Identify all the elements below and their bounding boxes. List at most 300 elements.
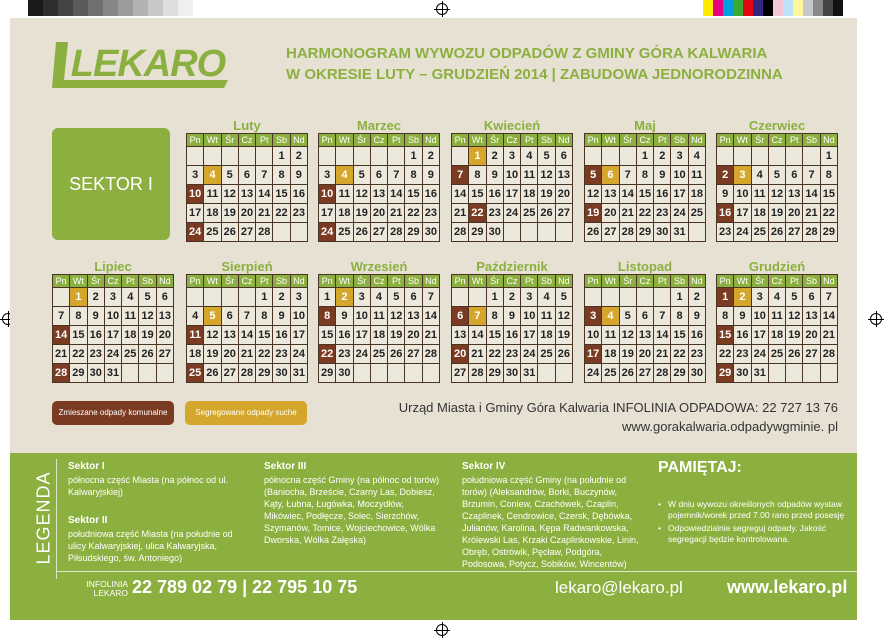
weekday-header: Nd: [422, 134, 439, 147]
weekday-header: Śr: [221, 275, 238, 288]
calendar-day: 24: [585, 364, 602, 383]
calendar-day: 21: [256, 204, 273, 223]
weekday-header: Śr: [751, 275, 768, 288]
month-name: Maj: [634, 118, 656, 133]
calendar-day: 24: [734, 223, 751, 242]
calendar-day: 1: [273, 147, 290, 166]
month-calendar: [716, 260, 838, 383]
calendar-day: 18: [370, 326, 387, 345]
calendar-empty-cell: [820, 364, 837, 383]
sektor-1-info: Sektor I północna część Miasta (na północ od ul. Kalwaryjskiej): [68, 461, 229, 497]
weekday-header: Pn: [585, 275, 602, 288]
calendar-day: 30: [734, 364, 751, 383]
footer-phones[interactable]: 22 789 02 79 | 22 795 10 75: [132, 577, 358, 597]
calendar-empty-cell: [273, 223, 290, 242]
weekday-header: Wt: [469, 275, 486, 288]
calendar-empty-cell: [585, 288, 602, 307]
calendar-day: 16: [503, 326, 520, 345]
calendar-day: 4: [538, 288, 555, 307]
calendar-empty-cell: [585, 147, 602, 166]
calendar-empty-cell: [156, 364, 173, 383]
calendar-day: 12: [538, 166, 555, 185]
calendar-empty-cell: [388, 364, 405, 383]
calendar-day: 10: [187, 185, 204, 204]
calendar-day: 5: [619, 307, 636, 326]
calendar-day: 16: [734, 326, 751, 345]
month-name: Czerwiec: [748, 118, 806, 133]
calendar-day: 15: [717, 326, 734, 345]
calendar-day: 15: [820, 185, 837, 204]
calendar-day: 26: [353, 223, 370, 242]
month-calendar: [716, 119, 838, 242]
calendar-day: 20: [786, 204, 803, 223]
calendar-day: 15: [469, 185, 486, 204]
calendar-day: 14: [654, 326, 671, 345]
calendar-day: 5: [585, 166, 602, 185]
calendar-day: 21: [238, 345, 255, 364]
calendar-day: 2: [486, 147, 503, 166]
weekday-header: Pt: [122, 275, 139, 288]
calendar-day: 23: [273, 345, 290, 364]
calendar-empty-cell: [503, 223, 520, 242]
calendar-day: 23: [486, 204, 503, 223]
weekday-header: Wt: [602, 275, 619, 288]
calendar-day: 21: [452, 204, 469, 223]
calendar-day: 2: [654, 147, 671, 166]
calendar-day: 29: [319, 364, 336, 383]
weekday-header: Śr: [353, 275, 370, 288]
calendar-empty-cell: [521, 223, 538, 242]
calendar-empty-cell: [619, 288, 636, 307]
calendar-day: 2: [717, 166, 734, 185]
calendar-day: 4: [370, 288, 387, 307]
weekday-header: Wt: [734, 134, 751, 147]
calendar-day: 29: [671, 364, 688, 383]
calendar-day: 10: [353, 307, 370, 326]
calendar-day: 11: [688, 166, 705, 185]
calendar-day: 25: [602, 364, 619, 383]
calendar-day: 6: [452, 307, 469, 326]
calendar-day: 10: [290, 307, 307, 326]
calendar-day: 22: [273, 204, 290, 223]
weekday-header: Cz: [238, 134, 255, 147]
calendar-day: 22: [820, 204, 837, 223]
calendar-day: 29: [486, 364, 503, 383]
calendar-day: 30: [654, 223, 671, 242]
calendar-day: 23: [336, 345, 353, 364]
calendar-day: 16: [336, 326, 353, 345]
calendar-day: 6: [602, 166, 619, 185]
month-calendar: [451, 260, 573, 383]
calendar-day: 29: [469, 223, 486, 242]
calendar-day: 25: [538, 345, 555, 364]
calendar-day: 21: [803, 204, 820, 223]
month-calendar: [451, 119, 573, 242]
calendar-empty-cell: [734, 147, 751, 166]
calendar-day: 15: [405, 185, 422, 204]
calendar-empty-cell: [619, 147, 636, 166]
calendar-day: 2: [290, 147, 307, 166]
calendar-day: 12: [619, 326, 636, 345]
calendar-day: 20: [555, 185, 572, 204]
calendar-day: 11: [204, 185, 221, 204]
calendar-day: 28: [238, 364, 255, 383]
calendar-day: 7: [422, 288, 439, 307]
footer-email[interactable]: lekaro@lekaro.pl: [555, 578, 683, 597]
weekday-header: Nd: [820, 275, 837, 288]
legend-divider-horizontal: [56, 571, 857, 572]
calendar-empty-cell: [803, 364, 820, 383]
calendar-day: 10: [104, 307, 121, 326]
calendar-day: 22: [469, 204, 486, 223]
calendar-day: 15: [70, 326, 87, 345]
calendar-day: 20: [803, 326, 820, 345]
calendar-day: 7: [820, 288, 837, 307]
calendar-day: 12: [585, 185, 602, 204]
calendar-day: 20: [221, 345, 238, 364]
calendar-day: 3: [353, 288, 370, 307]
calendar-day: 15: [319, 326, 336, 345]
calendar-day: 27: [803, 345, 820, 364]
calendar-day: 14: [820, 307, 837, 326]
calendar-day: 1: [486, 288, 503, 307]
calendar-day: 1: [469, 147, 486, 166]
calendar-empty-cell: [469, 288, 486, 307]
calendar-day: 10: [734, 185, 751, 204]
calendar-day: 4: [751, 166, 768, 185]
weekday-header: Śr: [221, 134, 238, 147]
calendar-day: 17: [319, 204, 336, 223]
calendar-day: 8: [469, 166, 486, 185]
calendar-day: 25: [688, 204, 705, 223]
legend-segregated-waste: Segregowane odpady suche: [185, 401, 307, 425]
calendar-day: 30: [486, 223, 503, 242]
footer-website[interactable]: www.lekaro.pl: [727, 577, 848, 597]
calendar-empty-cell: [53, 288, 70, 307]
calendar-day: 2: [336, 288, 353, 307]
calendar-day: 12: [221, 185, 238, 204]
calendar-empty-cell: [786, 147, 803, 166]
legend-divider-vertical: [56, 459, 57, 579]
weekday-header: Śr: [353, 134, 370, 147]
calendar-day: 21: [469, 345, 486, 364]
calendar-day: 19: [204, 345, 221, 364]
month-name: Luty: [233, 118, 261, 133]
calendar-day: 2: [273, 288, 290, 307]
weekday-header: Nd: [156, 275, 173, 288]
calendar-day: 20: [156, 326, 173, 345]
calendar-day: 8: [319, 307, 336, 326]
calendar-empty-cell: [422, 364, 439, 383]
calendar-day: 3: [671, 147, 688, 166]
calendar-day: 6: [238, 166, 255, 185]
calendar-day: 10: [751, 307, 768, 326]
calendar-day: 15: [636, 185, 653, 204]
calendar-day: 8: [70, 307, 87, 326]
calendar-day: 1: [256, 288, 273, 307]
calendar-day: 23: [717, 223, 734, 242]
calendar-day: 5: [204, 307, 221, 326]
calendar-day: 20: [370, 204, 387, 223]
calendar-day: 8: [273, 166, 290, 185]
calendar-day: 8: [671, 307, 688, 326]
calendar-day: 7: [388, 166, 405, 185]
calendar-day: 27: [221, 364, 238, 383]
weekday-header: Pn: [717, 134, 734, 147]
month-name: Kwiecień: [483, 118, 541, 133]
calendar-empty-cell: [353, 364, 370, 383]
calendar-day: 8: [820, 166, 837, 185]
calendar-day: 22: [256, 345, 273, 364]
sektor-2-info: Sektor II południowa część Miasta (na południe od ulicy Kalwaryjskiej, ulica Kalwaryjska, Piłsudskiego, św. Antoniego): [68, 515, 233, 563]
weekday-header: Pn: [319, 275, 336, 288]
infolinia-url[interactable]: www.gorakalwaria.odpadywgminie. pl: [621, 419, 838, 434]
calendar-day: 28: [803, 223, 820, 242]
calendar-day: 8: [256, 307, 273, 326]
calendar-day: 11: [538, 307, 555, 326]
calendar-day: 17: [503, 185, 520, 204]
calendar-day: 21: [820, 326, 837, 345]
calendar-day: 29: [636, 223, 653, 242]
calendar-day: 6: [803, 288, 820, 307]
weekday-header: Nd: [422, 275, 439, 288]
calendar-day: 8: [636, 166, 653, 185]
weekday-header: Nd: [820, 134, 837, 147]
calendar-empty-cell: [654, 288, 671, 307]
calendar-day: 21: [619, 204, 636, 223]
calendar-day: 19: [619, 345, 636, 364]
calendar-day: 2: [422, 147, 439, 166]
calendar-day: 6: [786, 166, 803, 185]
weekday-header: Wt: [204, 134, 221, 147]
calendar-day: 5: [221, 166, 238, 185]
calendar-day: 23: [654, 204, 671, 223]
calendar-empty-cell: [388, 147, 405, 166]
calendar-day: 11: [521, 166, 538, 185]
calendar-day: 6: [636, 307, 653, 326]
weekday-header: Wt: [602, 134, 619, 147]
calendar-day: 17: [187, 204, 204, 223]
calendar-day: 13: [452, 326, 469, 345]
calendar-day: 23: [734, 345, 751, 364]
calendar-day: 22: [636, 204, 653, 223]
calendar-day: 23: [688, 345, 705, 364]
calendar-day: 19: [585, 204, 602, 223]
calendar-day: 17: [290, 326, 307, 345]
calendar-day: 26: [768, 223, 785, 242]
calendar-day: 27: [786, 223, 803, 242]
calendar-day: 29: [70, 364, 87, 383]
calendar-day: 25: [768, 345, 785, 364]
calendar-day: 27: [452, 364, 469, 383]
calendar-day: 18: [336, 204, 353, 223]
calendar-day: 1: [717, 288, 734, 307]
calendar-day: 20: [636, 345, 653, 364]
calendar-day: 26: [585, 223, 602, 242]
weekday-header: Pt: [388, 134, 405, 147]
calendar-day: 3: [290, 288, 307, 307]
calendar-day: 3: [585, 307, 602, 326]
calendar-day: 14: [388, 185, 405, 204]
weekday-header: Pt: [256, 134, 273, 147]
calendar-day: 28: [422, 345, 439, 364]
calendar-day: 1: [820, 147, 837, 166]
weekday-header: Wt: [336, 134, 353, 147]
calendar-day: 27: [555, 204, 572, 223]
weekday-header: Pt: [654, 275, 671, 288]
calendar-empty-cell: [353, 147, 370, 166]
calendar-empty-cell: [688, 223, 705, 242]
calendar-day: 2: [734, 288, 751, 307]
calendar-day: 4: [204, 166, 221, 185]
calendar-day: 26: [555, 345, 572, 364]
calendar-day: 25: [187, 364, 204, 383]
calendar-day: 4: [187, 307, 204, 326]
calendar-empty-cell: [290, 223, 307, 242]
calendar-day: 20: [452, 345, 469, 364]
weekday-header: Sb: [803, 134, 820, 147]
calendar-empty-cell: [221, 147, 238, 166]
calendar-day: 24: [671, 204, 688, 223]
month-calendar: [186, 260, 308, 383]
calendar-day: 16: [654, 185, 671, 204]
calendar-day: 5: [388, 288, 405, 307]
calendar-empty-cell: [602, 288, 619, 307]
calendar-day: 27: [370, 223, 387, 242]
calendar-day: 14: [452, 185, 469, 204]
calendar-day: 12: [139, 307, 156, 326]
calendar-day: 11: [336, 185, 353, 204]
calendar-day: 24: [521, 345, 538, 364]
weekday-header: Pt: [786, 275, 803, 288]
calendar-day: 27: [602, 223, 619, 242]
legenda-heading: LEGENDA: [33, 471, 54, 565]
calendar-empty-cell: [370, 147, 387, 166]
logo-text: LEKARO: [70, 43, 226, 85]
calendar-day: 26: [221, 223, 238, 242]
title-line-1: HARMONOGRAM WYWOZU ODPADÓW Z GMINY GÓRA KALWARIA: [286, 45, 768, 62]
calendar-day: 21: [53, 345, 70, 364]
calendar-day: 9: [654, 166, 671, 185]
calendar-day: 25: [122, 345, 139, 364]
pamietaj-list: [658, 499, 858, 547]
calendar-day: 7: [619, 166, 636, 185]
calendar-day: 11: [187, 326, 204, 345]
calendar-day: 21: [422, 326, 439, 345]
calendar-day: 27: [156, 345, 173, 364]
weekday-header: Cz: [503, 275, 520, 288]
calendar-day: 16: [688, 326, 705, 345]
calendar-day: 9: [273, 307, 290, 326]
calendar-day: 10: [585, 326, 602, 345]
calendar-empty-cell: [256, 147, 273, 166]
weekday-header: Śr: [751, 134, 768, 147]
calendar-day: 5: [353, 166, 370, 185]
calendar-day: 16: [290, 185, 307, 204]
calendar-day: 19: [139, 326, 156, 345]
month-name: Marzec: [356, 118, 402, 133]
calendar-day: 18: [204, 204, 221, 223]
calendar-day: 4: [336, 166, 353, 185]
calendar-day: 10: [521, 307, 538, 326]
calendar-day: 3: [734, 166, 751, 185]
calendar-day: 7: [469, 307, 486, 326]
calendar-day: 14: [256, 185, 273, 204]
calendar-day: 16: [486, 185, 503, 204]
title-line-2: W OKRESIE LUTY – GRUDZIEŃ 2014 | ZABUDOWA JEDNORODZINNA: [286, 66, 783, 83]
calendar-day: 3: [751, 288, 768, 307]
weekday-header: Cz: [503, 134, 520, 147]
weekday-header: Nd: [688, 134, 705, 147]
calendar-day: 26: [538, 204, 555, 223]
calendar-day: 30: [688, 364, 705, 383]
calendar-day: 5: [786, 288, 803, 307]
calendar-empty-cell: [636, 288, 653, 307]
weekday-header: Pt: [521, 275, 538, 288]
weekday-header: Śr: [619, 275, 636, 288]
calendar-empty-cell: [555, 364, 572, 383]
calendar-empty-cell: [717, 147, 734, 166]
sektor-3-info: Sektor III północna część Gminy (na północ od torów) (Baniocha, Brzeście, Czarny Las, Dobiesz, Kąty, Łubna, Ługówka, Moczydłów, Mikówiec, Podłęcze, Solec, Sierzchów, Szymanów, Tomice, Wojciechowice, Wólka Dworska, Wólka Załęska): [264, 461, 440, 545]
calendar-day: 8: [486, 307, 503, 326]
calendar-empty-cell: [538, 364, 555, 383]
calendar-day: 19: [768, 204, 785, 223]
calendar-day: 21: [654, 345, 671, 364]
calendar-empty-cell: [139, 364, 156, 383]
calendar-day: 22: [486, 345, 503, 364]
calendar-day: 22: [671, 345, 688, 364]
legend-mixed-waste: Zmieszane odpady komunalne: [52, 401, 174, 425]
calendar-day: 28: [256, 223, 273, 242]
calendar-day: 9: [688, 307, 705, 326]
weekday-header: Pt: [256, 275, 273, 288]
calendar-day: 27: [238, 223, 255, 242]
lekaro-logo: [52, 40, 232, 90]
calendar-empty-cell: [336, 147, 353, 166]
weekday-header: Pn: [187, 134, 204, 147]
calendar-day: 9: [734, 307, 751, 326]
calendar-day: 17: [521, 326, 538, 345]
calendar-day: 17: [671, 185, 688, 204]
weekday-header: Cz: [636, 134, 653, 147]
calendar-day: 24: [187, 223, 204, 242]
calendar-day: 24: [290, 345, 307, 364]
calendar-empty-cell: [786, 364, 803, 383]
weekday-header: Cz: [768, 275, 785, 288]
calendar-day: 29: [405, 223, 422, 242]
calendar-day: 6: [405, 288, 422, 307]
weekday-header: Sb: [538, 275, 555, 288]
calendar-day: 31: [671, 223, 688, 242]
calendar-day: 7: [238, 307, 255, 326]
calendar-day: 18: [751, 204, 768, 223]
calendar-day: 14: [469, 326, 486, 345]
sektor-4-info: Sektor IV południowa część Gminy (na południe od torów) (Aleksandrów, Borki, Buczynów, Brzumin, Coniew, Czachówek, Czaplin, Czaplinek, Cendrowice, Czersk, Dębówka, Julianów, Karolina, Kępa Radwankowska, Królewski Las, Krzaki Czaplinkowskie, Linin, Obręb, Ostrówik, Pęcław, Podgóra, Podosowa, Potycz, Sobików, Wincentów): [462, 461, 639, 569]
weekday-header: Pn: [53, 275, 70, 288]
weekday-header: Nd: [290, 134, 307, 147]
weekday-header: Pt: [521, 134, 538, 147]
weekday-header: Śr: [486, 134, 503, 147]
weekday-header: Pt: [786, 134, 803, 147]
calendar-day: 31: [104, 364, 121, 383]
weekday-header: Sb: [273, 134, 290, 147]
weekday-header: Pn: [187, 275, 204, 288]
calendar-empty-cell: [204, 288, 221, 307]
weekday-header: Śr: [619, 134, 636, 147]
calendar-day: 3: [521, 288, 538, 307]
calendar-day: 13: [636, 326, 653, 345]
page-title: [286, 43, 783, 85]
